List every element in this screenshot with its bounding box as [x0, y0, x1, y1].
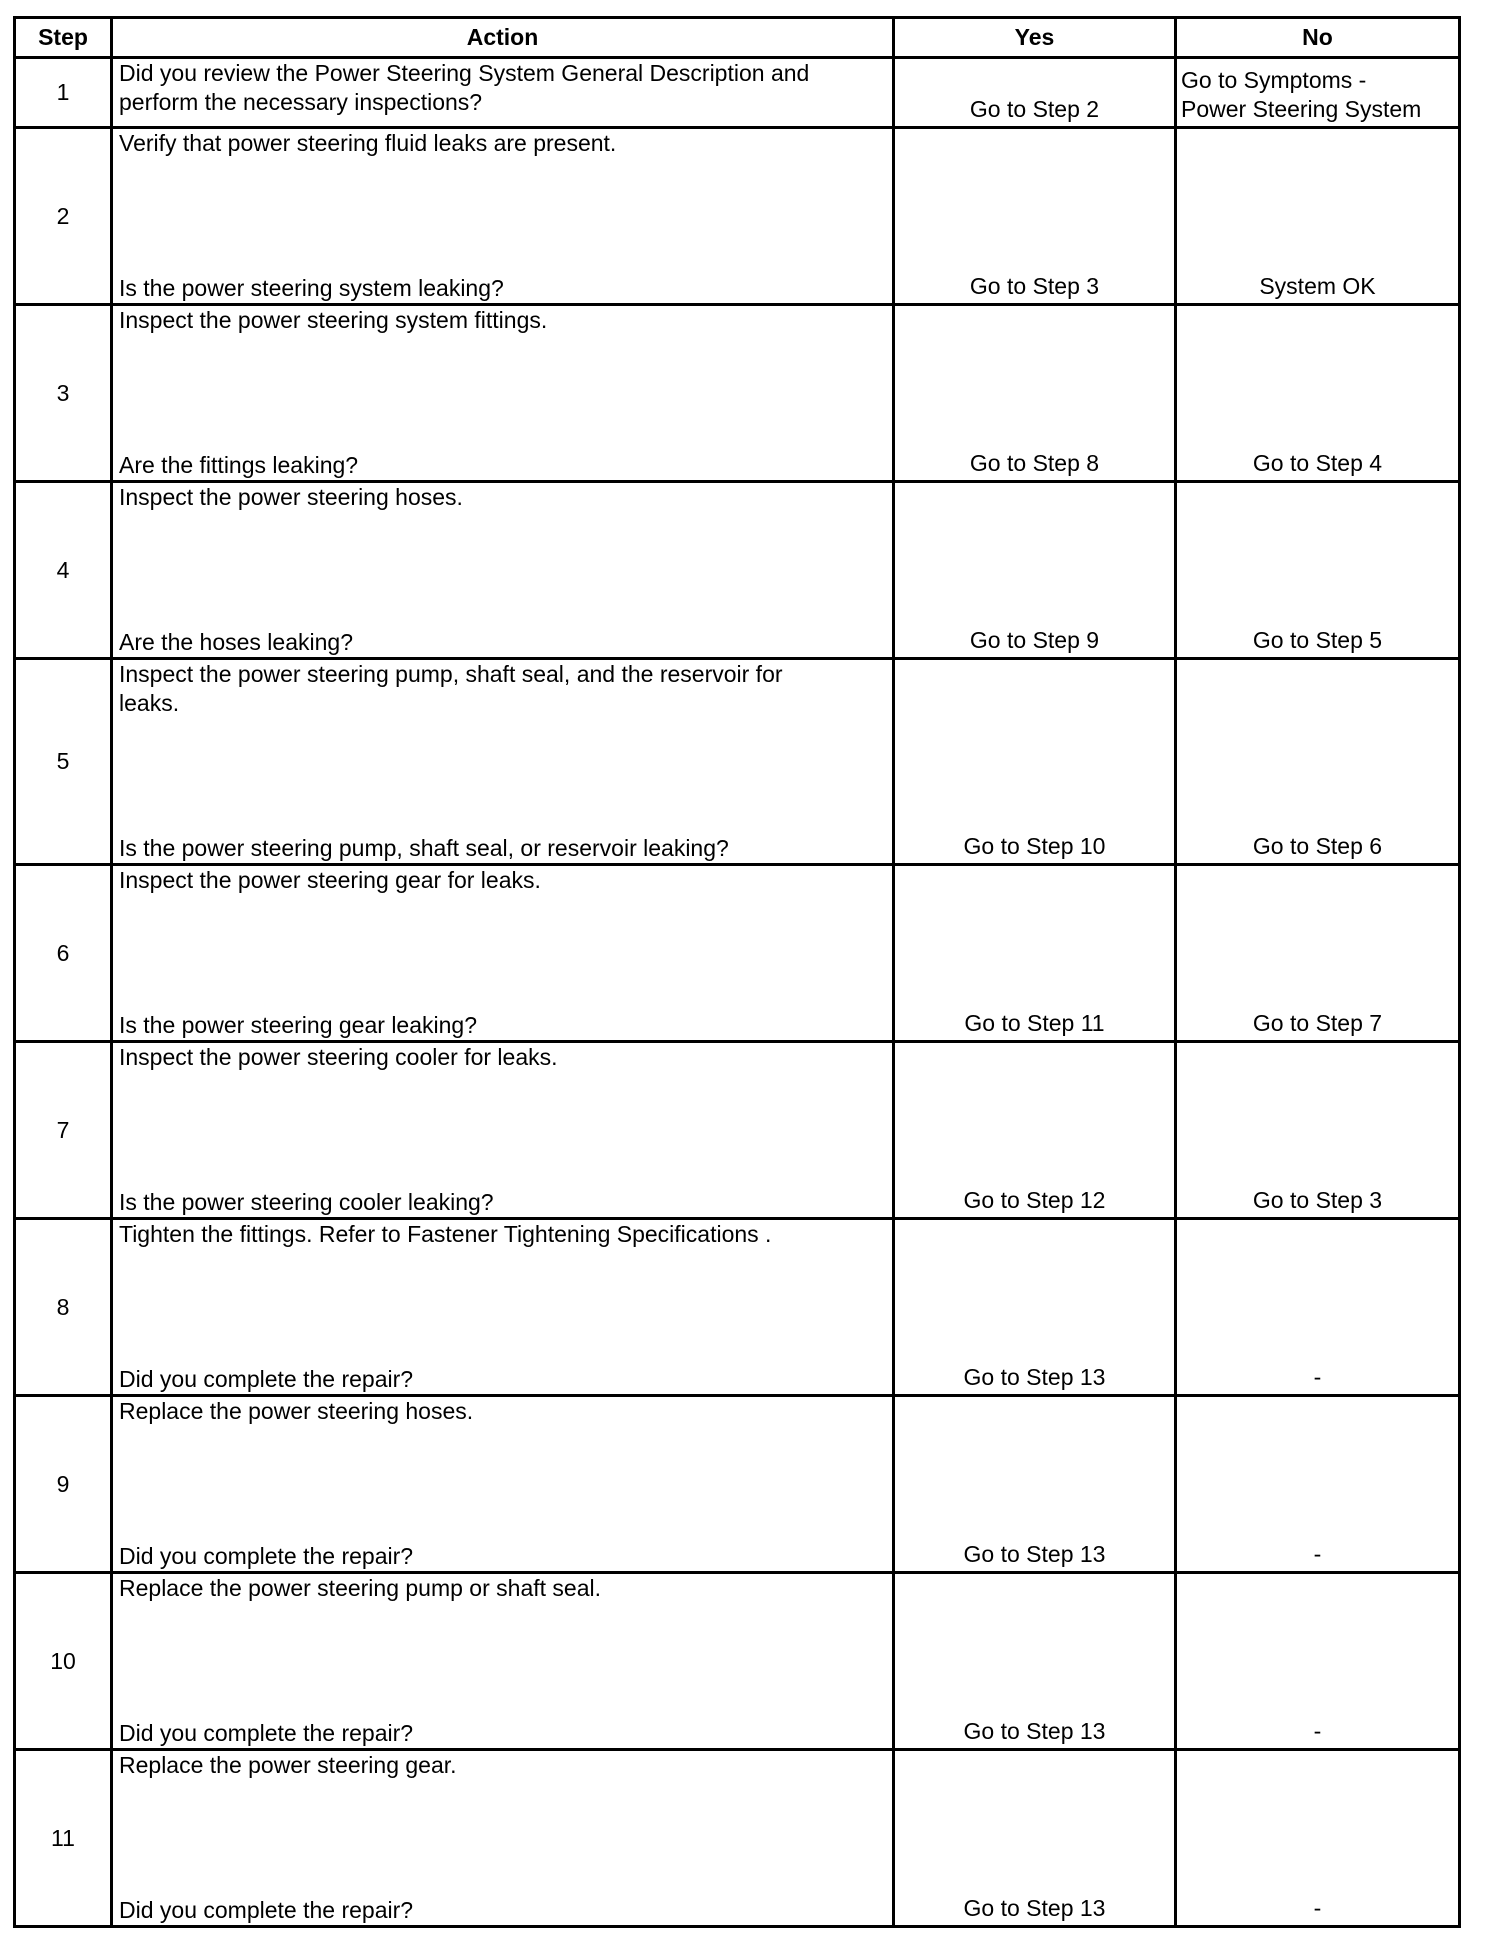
yes-result: Go to Step 13	[894, 1750, 1176, 1927]
no-result: Go to Symptoms - Power Steering System	[1176, 58, 1460, 128]
action-cell	[112, 1750, 894, 1927]
step-number: 7	[15, 1042, 112, 1219]
step-number: 8	[15, 1219, 112, 1396]
question-text: Is the power steering cooler leaking?	[119, 1189, 494, 1215]
action-text: Inspect the power steering pump, shaft seal, and the reservoir for leaks.	[119, 661, 783, 716]
yes-result: Go to Step 12	[894, 1042, 1176, 1219]
action-text: Inspect the power steering hoses.	[119, 484, 463, 510]
step-number: 2	[15, 128, 112, 305]
step-number: 5	[15, 659, 112, 865]
no-result: System OK	[1176, 128, 1460, 305]
table-row	[15, 482, 1460, 659]
yes-result: Go to Step 9	[894, 482, 1176, 659]
question-text: Did you complete the repair?	[119, 1897, 414, 1923]
header-step: Step	[15, 18, 112, 58]
header-row	[15, 18, 1460, 58]
no-result: Go to Step 4	[1176, 305, 1460, 482]
question-text: Is the power steering system leaking?	[119, 275, 504, 301]
table-row	[15, 1750, 1460, 1927]
action-text: Verify that power steering fluid leaks are present.	[119, 130, 617, 156]
table-row	[15, 58, 1460, 128]
action-cell	[112, 305, 894, 482]
action-cell	[112, 1219, 894, 1396]
action-text: Replace the power steering gear.	[119, 1752, 457, 1778]
table-row	[15, 1219, 1460, 1396]
action-text: Tighten the fittings. Refer to Fastener Tightening Specifications .	[119, 1221, 772, 1247]
action-text: Replace the power steering hoses.	[119, 1398, 474, 1424]
no-result: Go to Step 6	[1176, 659, 1460, 865]
action-text: Did you review the Power Steering System General Description and perform the necessary inspections?	[119, 60, 810, 115]
header-no: No	[1176, 18, 1460, 58]
step-number: 6	[15, 865, 112, 1042]
no-result: Go to Step 3	[1176, 1042, 1460, 1219]
no-result: -	[1176, 1750, 1460, 1927]
action-cell	[112, 1042, 894, 1219]
question-text: Is the power steering gear leaking?	[119, 1012, 477, 1038]
no-result: Go to Step 5	[1176, 482, 1460, 659]
step-number: 1	[15, 58, 112, 128]
action-cell	[112, 1396, 894, 1573]
yes-result: Go to Step 13	[894, 1396, 1176, 1573]
step-number: 10	[15, 1573, 112, 1750]
yes-result: Go to Step 13	[894, 1219, 1176, 1396]
question-text: Did you complete the repair?	[119, 1366, 414, 1392]
yes-result: Go to Step 13	[894, 1573, 1176, 1750]
action-cell	[112, 128, 894, 305]
action-cell	[112, 865, 894, 1042]
table-row	[15, 659, 1460, 865]
table-row	[15, 128, 1460, 305]
yes-result: Go to Step 8	[894, 305, 1176, 482]
no-result: -	[1176, 1573, 1460, 1750]
no-result: Go to Step 7	[1176, 865, 1460, 1042]
yes-result: Go to Step 3	[894, 128, 1176, 305]
no-result: -	[1176, 1396, 1460, 1573]
action-cell	[112, 659, 894, 865]
yes-result: Go to Step 10	[894, 659, 1176, 865]
action-text: Inspect the power steering gear for leaks.	[119, 867, 541, 893]
step-number: 11	[15, 1750, 112, 1927]
table-row	[15, 1396, 1460, 1573]
table-row	[15, 1573, 1460, 1750]
step-number: 3	[15, 305, 112, 482]
header-yes: Yes	[894, 18, 1176, 58]
header-action: Action	[112, 18, 894, 58]
action-text: Replace the power steering pump or shaft seal.	[119, 1575, 601, 1601]
action-cell	[112, 58, 894, 128]
action-cell	[112, 1573, 894, 1750]
step-number: 4	[15, 482, 112, 659]
action-text: Inspect the power steering system fittings.	[119, 307, 548, 333]
action-cell	[112, 482, 894, 659]
diagnostic-table	[13, 16, 1461, 1928]
yes-result: Go to Step 11	[894, 865, 1176, 1042]
action-text: Inspect the power steering cooler for leaks.	[119, 1044, 558, 1070]
question-text: Are the hoses leaking?	[119, 629, 353, 655]
question-text: Did you complete the repair?	[119, 1543, 414, 1569]
question-text: Are the fittings leaking?	[119, 452, 359, 478]
step-number: 9	[15, 1396, 112, 1573]
table-row	[15, 305, 1460, 482]
table-row	[15, 865, 1460, 1042]
no-result: -	[1176, 1219, 1460, 1396]
question-text: Is the power steering pump, shaft seal, or reservoir leaking?	[119, 835, 729, 861]
yes-result: Go to Step 2	[894, 58, 1176, 128]
table-row	[15, 1042, 1460, 1219]
question-text: Did you complete the repair?	[119, 1720, 414, 1746]
